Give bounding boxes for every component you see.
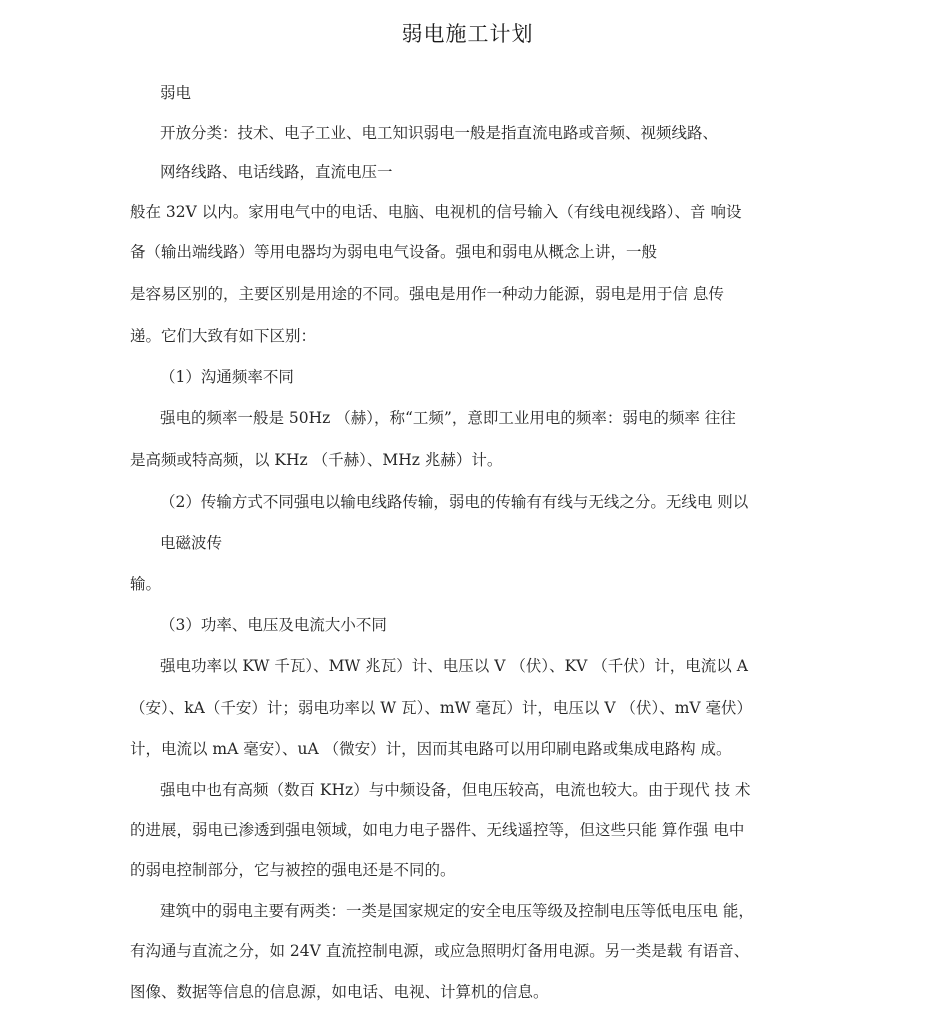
text-line: 是高频或特高频，以 KHz （千赫）、MHz 兆赫）计。 [130, 451, 503, 469]
text-line: 备（输出端线路）等用电器均为弱电电气设备。强电和弱电从概念上讲，一般 [130, 243, 658, 261]
text-line: 强电的频率一般是 50Hz （赫），称“工频”，意即工业用电的频率：弱电的频率 往往 [160, 409, 736, 427]
text-line: 输。 [130, 575, 162, 593]
page-title: 弱电施工计划 [401, 22, 534, 46]
text-line: 强电中也有高频（数百 KHz）与中频设备，但电压较高，电流也较大。由于现代 技 术 [160, 781, 751, 799]
text-line: 开放分类：技术、电子工业、电工知识弱电一般是指直流电路或音频、视频线路、 [160, 124, 719, 142]
text-line: 弱电 [160, 84, 192, 102]
text-line: 的进展，弱电已渗透到强电领域，如电力电子器件、无线遥控等，但这些只能 算作强 电中 [130, 821, 745, 839]
text-line: 递。它们大致有如下区别： [130, 327, 317, 345]
text-line: 是容易区别的，主要区别是用途的不同。强电是用作一种动力能源，弱电是用于信 息传 [130, 285, 724, 303]
text-line: （安）、kA（千安）计；弱电功率以 W 瓦）、mW 毫瓦）计，电压以 V （伏）、mV 毫伏） [130, 699, 753, 717]
text-line: （2）传输方式不同强电以输电线路传输，弱电的传输有有线与无线之分。无线电 则以 [160, 493, 749, 511]
text-line: 有沟通与直流之分，如 24V 直流控制电源，或应急照明灯备用电源。另一类是载 有语音、 [130, 942, 750, 960]
text-line: 计，电流以 mA 毫安）、uA （微安）计，因而其电路可以用印刷电路或集成电路构 成。 [130, 740, 732, 758]
text-line: （3）功率、电压及电流大小不同 [160, 616, 387, 634]
text-line: 的弱电控制部分，它与被控的强电还是不同的。 [130, 861, 456, 879]
text-line: 强电功率以 KW 千瓦）、MW 兆瓦）计、电压以 V （伏）、KV （千伏）计，电流以 A [160, 657, 748, 675]
text-line: 网络线路、电话线路，直流电压一 [160, 163, 393, 181]
text-line: （1）沟通频率不同 [160, 368, 294, 386]
text-line: 般在 32V 以内。家用电气中的电话、电脑、电视机的信号输入（有线电视线路）、音 响设 [130, 203, 742, 221]
text-line: 图像、数据等信息的信息源，如电话、电视、计算机的信息。 [130, 983, 549, 1001]
text-line: 电磁波传 [160, 534, 223, 552]
text-line: 建筑中的弱电主要有两类：一类是国家规定的安全电压等级及控制电压等低电压电 能， [160, 902, 754, 920]
